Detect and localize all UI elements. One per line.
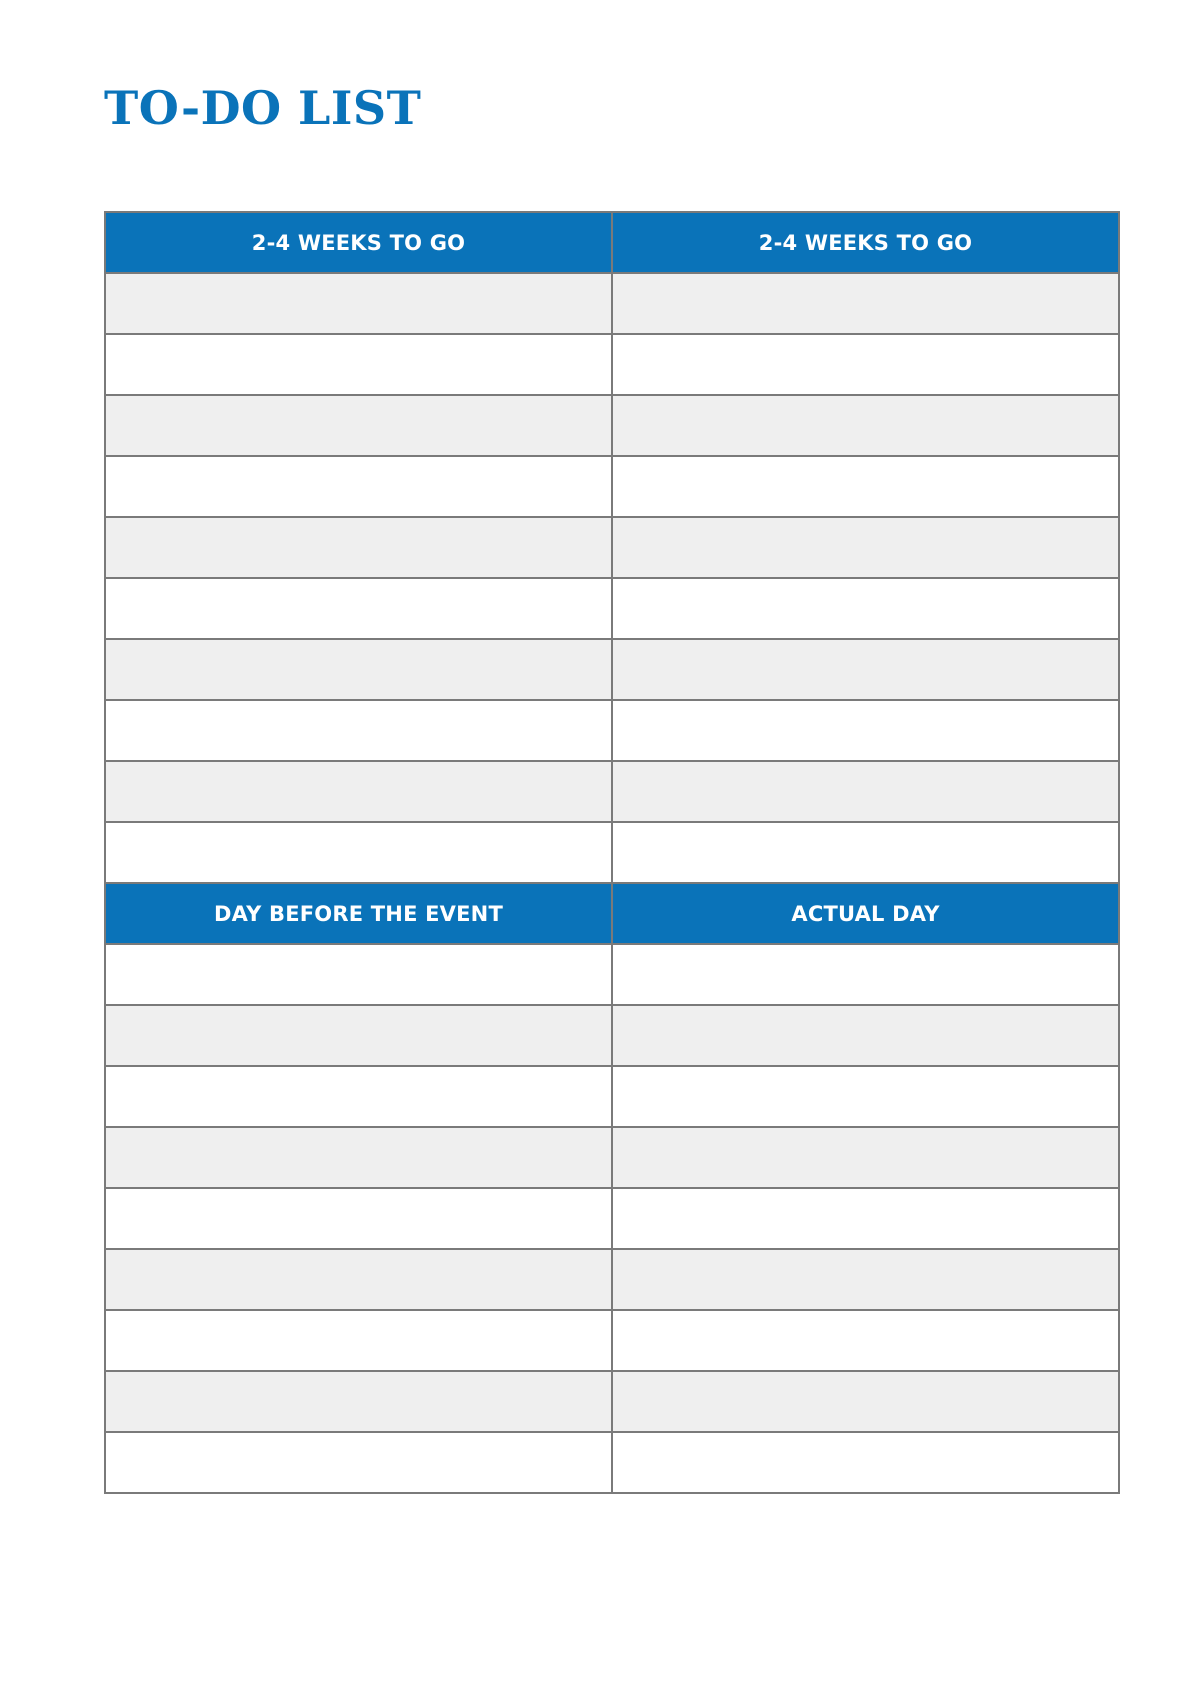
section-1-right-cell[interactable] <box>612 456 1119 517</box>
table-row <box>105 456 1119 517</box>
table-row <box>105 639 1119 700</box>
section-2-header-row <box>105 883 1119 944</box>
section-2-right-cell[interactable] <box>612 1066 1119 1127</box>
section-1-left-cell[interactable] <box>105 822 612 883</box>
section-2-right-cell[interactable] <box>612 944 1119 1005</box>
table-row <box>105 517 1119 578</box>
section-2-left-cell[interactable] <box>105 1127 612 1188</box>
table-row <box>105 1432 1119 1493</box>
section-1-right-cell[interactable] <box>612 273 1119 334</box>
table-row <box>105 1127 1119 1188</box>
table-row <box>105 273 1119 334</box>
section-1-left-cell[interactable] <box>105 700 612 761</box>
table-row <box>105 1249 1119 1310</box>
section-2-right-cell[interactable] <box>612 1432 1119 1493</box>
section-1-right-cell[interactable] <box>612 761 1119 822</box>
table-row <box>105 1371 1119 1432</box>
section-1-right-cell[interactable] <box>612 822 1119 883</box>
section-1-right-cell[interactable] <box>612 700 1119 761</box>
table-row <box>105 944 1119 1005</box>
section-1-right-header: 2-4 WEEKS TO GO <box>612 212 1119 273</box>
section-1-left-cell[interactable] <box>105 395 612 456</box>
section-1-left-cell[interactable] <box>105 578 612 639</box>
section-2-left-cell[interactable] <box>105 1066 612 1127</box>
table-row <box>105 700 1119 761</box>
page-title: TO-DO LIST <box>104 81 422 135</box>
section-2-left-header: DAY BEFORE THE EVENT <box>105 883 612 944</box>
section-1-left-cell[interactable] <box>105 517 612 578</box>
section-1-right-cell[interactable] <box>612 639 1119 700</box>
table-row <box>105 1310 1119 1371</box>
section-2-left-cell[interactable] <box>105 1005 612 1066</box>
section-2-right-cell[interactable] <box>612 1005 1119 1066</box>
section-2-right-cell[interactable] <box>612 1371 1119 1432</box>
section-2-right-cell[interactable] <box>612 1188 1119 1249</box>
section-2-left-cell[interactable] <box>105 1188 612 1249</box>
table-row <box>105 1005 1119 1066</box>
section-1-left-cell[interactable] <box>105 456 612 517</box>
table-row <box>105 1066 1119 1127</box>
table-row <box>105 578 1119 639</box>
section-2-left-cell[interactable] <box>105 1249 612 1310</box>
section-2-left-cell[interactable] <box>105 1310 612 1371</box>
section-1-left-cell[interactable] <box>105 334 612 395</box>
section-2-right-cell[interactable] <box>612 1310 1119 1371</box>
section-1-left-cell[interactable] <box>105 761 612 822</box>
section-2-left-cell[interactable] <box>105 944 612 1005</box>
section-1-left-cell[interactable] <box>105 639 612 700</box>
section-2-right-cell[interactable] <box>612 1127 1119 1188</box>
table-row <box>105 1188 1119 1249</box>
section-2-right-header: ACTUAL DAY <box>612 883 1119 944</box>
section-2-left-cell[interactable] <box>105 1432 612 1493</box>
table-row <box>105 334 1119 395</box>
section-1-right-cell[interactable] <box>612 395 1119 456</box>
table-row <box>105 395 1119 456</box>
section-1-left-header: 2-4 WEEKS TO GO <box>105 212 612 273</box>
todo-table <box>104 211 1120 1494</box>
table-row <box>105 761 1119 822</box>
table-row <box>105 822 1119 883</box>
section-2-right-cell[interactable] <box>612 1249 1119 1310</box>
section-1-left-cell[interactable] <box>105 273 612 334</box>
section-1-right-cell[interactable] <box>612 578 1119 639</box>
section-1-right-cell[interactable] <box>612 517 1119 578</box>
section-1-header-row <box>105 212 1119 273</box>
section-1-right-cell[interactable] <box>612 334 1119 395</box>
section-2-left-cell[interactable] <box>105 1371 612 1432</box>
